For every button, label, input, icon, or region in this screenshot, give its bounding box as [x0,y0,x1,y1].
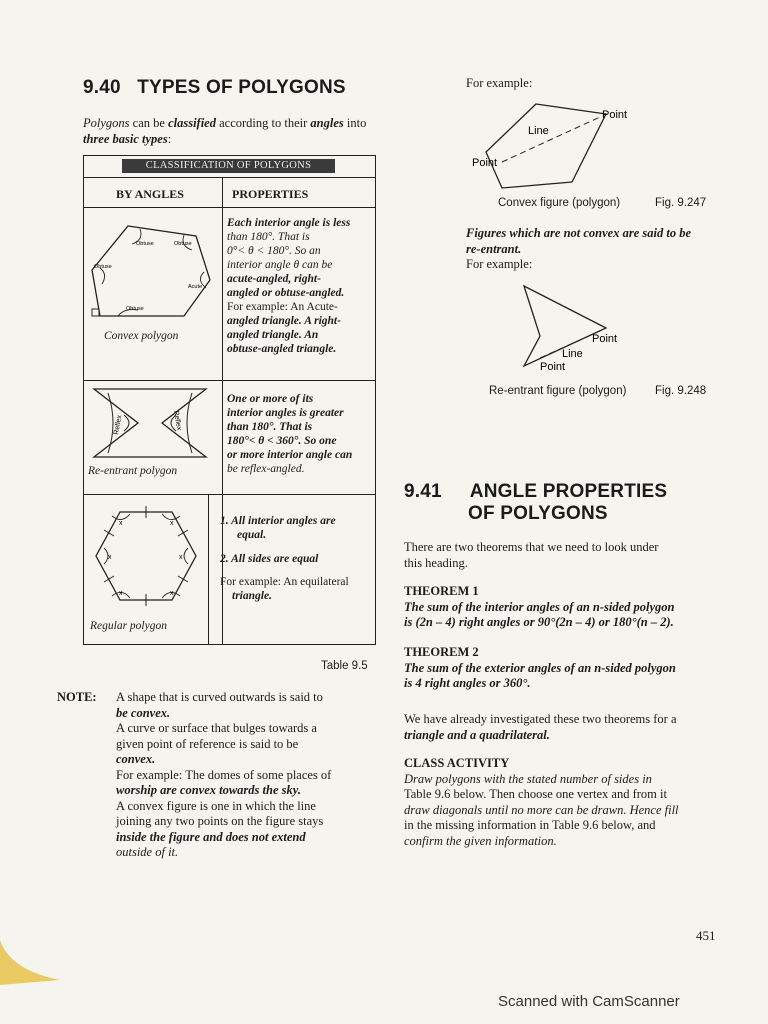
convex-polygon-figure [88,218,218,320]
fig1-point-label: Point [602,109,628,121]
properties-convex: Each interior angle is less than 180°. That is 0°< θ < 180°. So an interior angle θ can be acute-angled, right- angled or obtuse-angled. For example: An Acute- angled triangle. A right- angled triangle. An obtuse-angled triangle. [227,217,351,355]
section-title: OF POLYGONS [468,503,608,524]
angle-label-x: x [179,554,183,561]
note-label: NOTE: [57,690,97,704]
table-title: CLASSIFICATION OF POLYGONS [122,159,335,173]
regular-polygon-figure [90,504,202,608]
angle-label-obtuse: Obtuse [94,264,112,270]
angle-label-obtuse: Obtuse [126,306,144,312]
section-title: ANGLE PROPERTIES [469,481,668,502]
angle-label-x: x [170,590,174,597]
row-label-regular-polygon: Regular polygon [90,620,167,632]
theorem-1: THEOREM 1 The sum of the interior angles of an n-sided polygon is (2n – 4) right angles or 90°(2n – 4) or 180°(n – 2). [404,584,724,631]
for-example-1: For example: [466,76,533,90]
class-activity: CLASS ACTIVITY Draw polygons with the stated number of sides in Table 9.6 below. Then choose one vertex and from it draw diagonals until no more can be drawn. Hence fill in the missing information in Table 9.6 below, and confirm the given information. [404,756,724,849]
angle-label-x: x [108,554,112,561]
fig1-point-label: Point [472,157,498,169]
theorem-1-title: THEOREM 1 [404,584,479,598]
theorem-2: THEOREM 2 The sum of the exterior angles of an n-sided polygon is 4 right angles or 360°. [404,645,724,692]
table-caption: Table 9.5 [321,660,368,672]
convex-figure-diagram [466,96,666,196]
column-header-by-angles: BY ANGLES [116,187,184,201]
section-number: 9.40 [83,77,121,98]
re-entrant-figure-diagram [510,280,640,376]
fig2-point-label: Point [592,333,618,345]
properties-re-entrant: One or more of its interior angles is greater than 180°. That is 180°< θ < 360°. So one or more interior angle can be reflex-angled. [227,393,353,475]
theorems-intro: There are two theorems that we need to look under this heading. [404,540,659,570]
fig1-line-label: Line [528,125,549,137]
fig2-point-label: Point [540,361,566,373]
section-title: TYPES OF POLYGONS [137,77,346,98]
section-number: 9.41 [404,481,442,502]
fig2-caption: Re-entrant figure (polygon) [489,385,627,397]
note-text: A shape that is curved outwards is said to be convex. A curve or surface that bulges towards a given point of reference is said to be convex. For example: The domes of some places of worship are convex towards the sky. A convex figure is one in which the line joining any two points on the figure stays inside the figure and does not extend outside of it. [116,690,332,859]
angle-label-x: x [119,520,123,527]
watermark: Scanned with CamScanner [498,993,680,1010]
angle-label-obtuse: Obtuse [174,241,192,247]
angle-label-reflex: Reflex [172,410,183,431]
section-heading-9-40 [83,77,346,99]
theorem-2-title: THEOREM 2 [404,645,479,659]
angle-label-obtuse: Obtuse [136,241,154,247]
angle-label-x: x [119,590,123,597]
re-entrant-polygon-figure [88,385,218,465]
fig2-line-label: Line [562,348,583,360]
classification-table [83,155,376,645]
class-activity-title: CLASS ACTIVITY [404,756,510,770]
column-header-properties: PROPERTIES [232,187,309,201]
row-label-re-entrant-polygon: Re-entrant polygon [88,465,178,477]
angle-label-x: x [170,520,174,527]
intro-paragraph: Polygons can be classified according to their angles into three basic types: [83,116,367,146]
properties-regular: 1. All interior angles are equal. 2. All sides are equal For example: An equilateral triangle. [220,515,349,602]
row-label-convex-polygon: Convex polygon [104,330,179,342]
angle-label-acute: Acute [188,284,203,290]
investigated-text: We have already investigated these two theorems for a triangle and a quadrilateral. [404,712,677,742]
angle-label-reflex: Reflex [113,414,124,436]
not-convex-text: Figures which are not convex are said to be re-entrant. For example: [466,226,692,271]
fig1-number: Fig. 9.247 [655,197,707,209]
page-number: 451 [696,928,716,943]
section-heading-9-41 [404,481,724,525]
fig2-number: Fig. 9.248 [655,385,707,397]
page-corner-shadow [0,940,70,990]
fig1-caption: Convex figure (polygon) [498,197,621,209]
